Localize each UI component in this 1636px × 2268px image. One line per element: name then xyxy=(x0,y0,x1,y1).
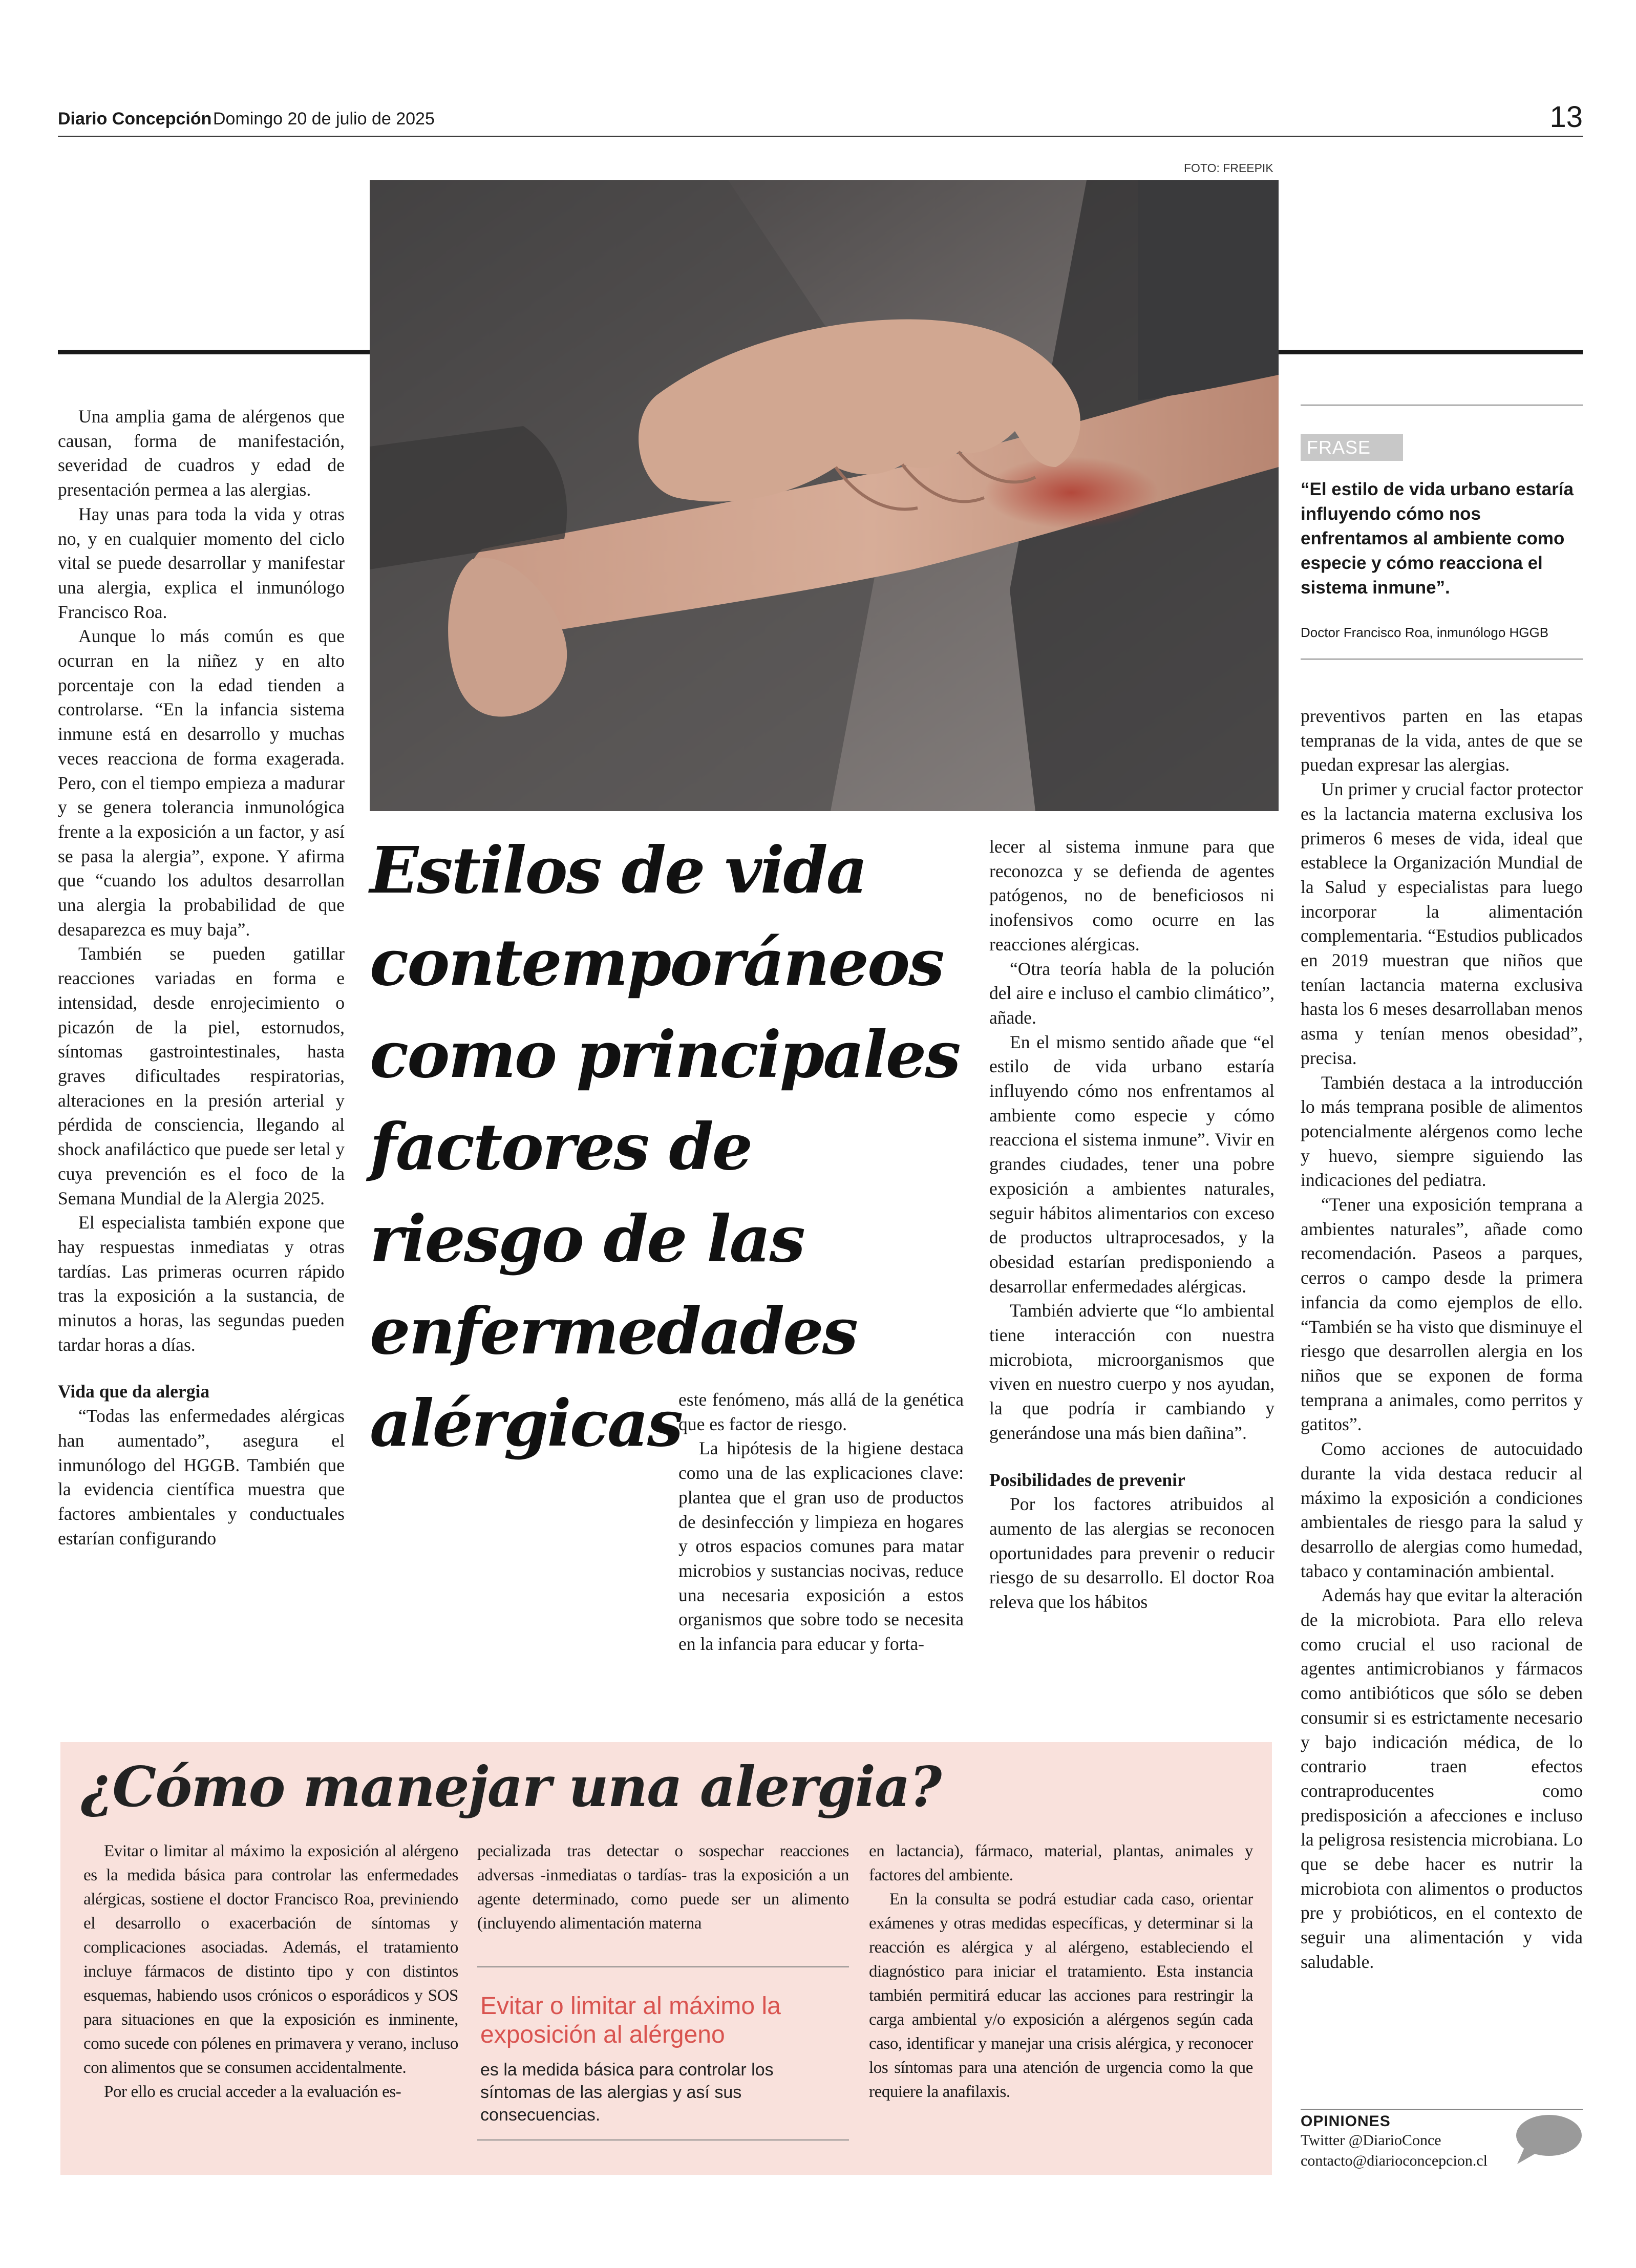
paragraph: También destaca a la introducción lo más temprana posible de alimentos potencialmente alérgenos como leche y huevo, siempre siguiendo las indicaciones del pediatra. xyxy=(1301,1072,1583,1191)
subheading-posibilidades-de-prevenir: Posibilidades de prevenir xyxy=(989,1469,1185,1490)
subheading-vida-que-da-alergia: Vida que da alergia xyxy=(58,1381,210,1402)
paragraph: “Todas las enfermedades alérgicas han aumentado”, asegura el inmunólogo del HGGB. También que la evidencia científica muestra que factores ambientales y conductuales estarían configurando xyxy=(58,1406,345,1549)
section-rule-left xyxy=(58,350,370,354)
arm-scratching-illustration xyxy=(370,180,1279,811)
paragraph: “Otra teoría habla de la polución del aire e incluso el cambio climático”, añade. xyxy=(989,958,1274,1028)
paragraph: También se pueden gatillar reacciones variadas en forma e intensidad, desde enrojecimiento o picazón de la piel, estornudos, síntomas gastrointestinales, hasta graves dificultades respiratorias, alteraciones en la presión arterial y pérdida de consciencia, llegando al shock anafiláctico que puede ser letal y cuya prevención es el foco de la Semana Mundial de la Alergia 2025. xyxy=(58,943,345,1209)
page-number: 13 xyxy=(1549,100,1583,134)
paragraph: La hipótesis de la higiene destaca como una de las explicaciones clave: plantea que el gran uso de productos de desinfección y limpieza en hogares y otros espacios comunes para matar microbios y sustancias nocivas, reduce una necesaria exposición a estos organismos que sobre todo se necesita en la infancia para educar y forta- xyxy=(678,1438,964,1655)
article-column-4 xyxy=(1301,704,1583,1975)
paragraph: En el mismo sentido añade que “el estilo de vida urbano estaría influyendo cómo nos enfrentamos al ambiente como especie y cómo reacciona el sistema inmune”. Vivir en grandes ciudades, tener una pobre exposición a ambientes naturales, seguir hábitos alimentarios con exceso de productos ultraprocesados, y la obesidad estarían predisponiendo a desarrollar enfermedades alérgicas. xyxy=(989,1031,1274,1297)
photo-credit: FOTO: FREEPIK xyxy=(1184,161,1273,175)
quote-label: FRASE xyxy=(1301,434,1403,461)
callout-body: es la medida básica para controlar los síntomas de las alergias y así sus consecuencias. xyxy=(480,2060,774,2125)
sidebar-column-3 xyxy=(869,1839,1253,2104)
paragraph: Por ello es crucial acceder a la evaluación es- xyxy=(104,2083,401,2101)
article-column-2 xyxy=(678,1388,964,1657)
paragraph: Por los factores atribuidos al aumento de las alergias se reconocen oportunidades para prevenir o reducir riesgo de su desarrollo. El doctor Roa releva que los hábitos xyxy=(989,1494,1274,1613)
newspaper-name: Diario Concepción xyxy=(58,109,212,129)
paragraph: El especialista también expone que hay respuestas inmediatas y otras tardías. Las primeras ocurren rápido tras la exposición a la sustancia, de minutos a horas, las segundas pueden tardar horas a días. xyxy=(58,1212,345,1355)
article-headline: Estilos de vida contemporáneos como principales factores de riesgo de las enfermedades alérgicas xyxy=(370,833,960,1461)
paragraph: Aunque lo más común es que ocurran en la niñez y en alto porcentaje con la edad tienden a controlarse. “En la infancia sistema inmune está en desarrollo y muchas veces reacciona de forma exagerada. Pero, con el tiempo empieza a madurar y se genera tolerancia inmunológica frente a la exposición a un factor, y así se pasa la alergia”, expone. Y afirma que “cuando los adultos desarrollan una alergia la probabilidad de que desaparezca es muy baja”. xyxy=(58,626,345,940)
quote-text: “El estilo de vida urbano estaría influyendo cómo nos enfrentamos al ambiente como especie y cómo reacciona el sistema inmune”. xyxy=(1301,479,1574,598)
opinions-title: OPINIONES xyxy=(1301,2113,1391,2130)
paragraph: en lactancia), fármaco, material, plantas, animales y factores del ambiente. xyxy=(869,1842,1253,1884)
sidebar-column-2 xyxy=(477,1839,849,1936)
paragraph: lecer al sistema inmune para que reconozca y se defienda de agentes patógenos, no de beneficiosos ni inofensivos como ocurre en las reacciones alérgicas. xyxy=(989,836,1274,955)
paragraph: Evitar o limitar al máximo la exposición al alérgeno es la medida básica para controlar las enfermedades alérgicas, sostiene el doctor Francisco Roa, previniendo el desarrollo o exacerbación de síntomas y complicaciones asociadas. Además, el tratamiento incluye fármacos de distinto tipo y con distintos esquemas, habiendo usos crónicos o esporádicos y SOS para situaciones en que la exposición es inminente, como sucede con pólenes en primavera y verano, incluso con alimentos que se consumen accidentalmente. xyxy=(83,1842,458,2077)
sidebar-column-1 xyxy=(83,1839,458,2104)
paragraph: Además hay que evitar la alteración de la microbiota. Para ello releva como crucial el uso racional de agentes antimicrobianos y fármacos como antibióticos que sólo se deben consumir si es estrictamente necesario y bajo indicación médica, de lo contrario traen efectos contraproducentes como predisposición a afecciones e incluso la peligrosa resistencia microbiana. Lo que se debe hacer es nutrir la microbiota con alimentos o productos pre y probióticos, en el contexto de seguir una alimentación y vida saludable. xyxy=(1301,1585,1583,1972)
article-column-1 xyxy=(58,405,345,1551)
sidebar-box-title: ¿Cómo manejar una alergia? xyxy=(81,1755,941,1819)
paragraph: “Tener una exposición temprana a ambientes naturales”, añade como recomendación. Paseos a parques, cerros o campo desde la primera infancia da como ejemplos de ello. “También se ha visto que disminuye el riesgo que desarrollen alergia en los niños que se exponen de forma temprana a animales, como perritos y gatitos”. xyxy=(1301,1194,1583,1435)
pull-quote xyxy=(1301,405,1583,660)
article-column-3 xyxy=(989,835,1274,1615)
paragraph: Como acciones de autocuidado durante la vida destaca reducir al máximo la exposición a condiciones ambientales de riesgo para la salud y desarrollo de alergias como humedad, tabaco y contaminación ambiental. xyxy=(1301,1438,1583,1581)
quote-author: Doctor Francisco Roa, inmunólogo HGGB xyxy=(1301,625,1549,640)
opinions-twitter[interactable]: Twitter @DiarioConce xyxy=(1301,2132,1441,2149)
speech-bubble-icon xyxy=(1513,2114,1582,2165)
callout-heading: Evitar o limitar al máximo la exposición al alérgeno xyxy=(480,1993,781,2048)
masthead xyxy=(58,100,1583,137)
callout-box xyxy=(477,1966,849,2140)
opinions-email[interactable]: contacto@diarioconcepcion.cl xyxy=(1301,2152,1488,2169)
paragraph: En la consulta se podrá estudiar cada caso, orientar exámenes y otras medidas específicas, y determinar si la reacción es alérgica y al alérgeno, estableciendo el diagnóstico para iniciar el tratamiento. Esta instancia también permitirá educar las acciones para restringir la carga ambiental y/o exposición a alérgenos según cada caso, identificar y manejar una crisis alérgica, y reconocer los síntomas para una atención de urgencia como la que requiere la anafilaxis. xyxy=(869,1890,1253,2101)
paragraph: pecializada tras detectar o sospechar reacciones adversas -inmediatas o tardías- tras la exposición a un agente determinado, como puede ser un alimento (incluyendo alimentación materna xyxy=(477,1842,849,1933)
paragraph: También advierte que “lo ambiental tiene interacción con nuestra microbiota, microorganismos que viven en nuestro cuerpo y nos ayudan, la que podría ir cambiando y generándose una más bien dañina”. xyxy=(989,1300,1274,1443)
section-rule-right xyxy=(1279,350,1583,354)
paragraph: Hay unas para toda la vida y otras no, y en cualquier momento del ciclo vital se puede desarrollar y manifestar una alergia, explica el inmunólogo Francisco Roa. xyxy=(58,503,345,622)
paragraph: Un primer y crucial factor protector es la lactancia materna exclusiva los primeros 6 meses de vida, ideal que establece la Organización Mundial de la Salud y especialistas para luego incorporar la alimentación complementaria. “Estudios publicados en 2019 muestran que niños que tenían lactancia materna exclusiva hasta los 6 meses desarrollaban menos asma y tenían menos obesidad”, precisa. xyxy=(1301,779,1583,1068)
paragraph: Una amplia gama de alérgenos que causan, forma de manifestación, severidad de cuadros y edad de presentación permea a las alergias. xyxy=(58,406,345,500)
paragraph: preventivos parten en las etapas tempranas de la vida, antes de que se puedan expresar las alergias. xyxy=(1301,706,1583,775)
article-photo xyxy=(370,180,1279,811)
paragraph: este fenómeno, más allá de la genética que es factor de riesgo. xyxy=(678,1389,964,1434)
issue-date: Domingo 20 de julio de 2025 xyxy=(213,109,435,129)
